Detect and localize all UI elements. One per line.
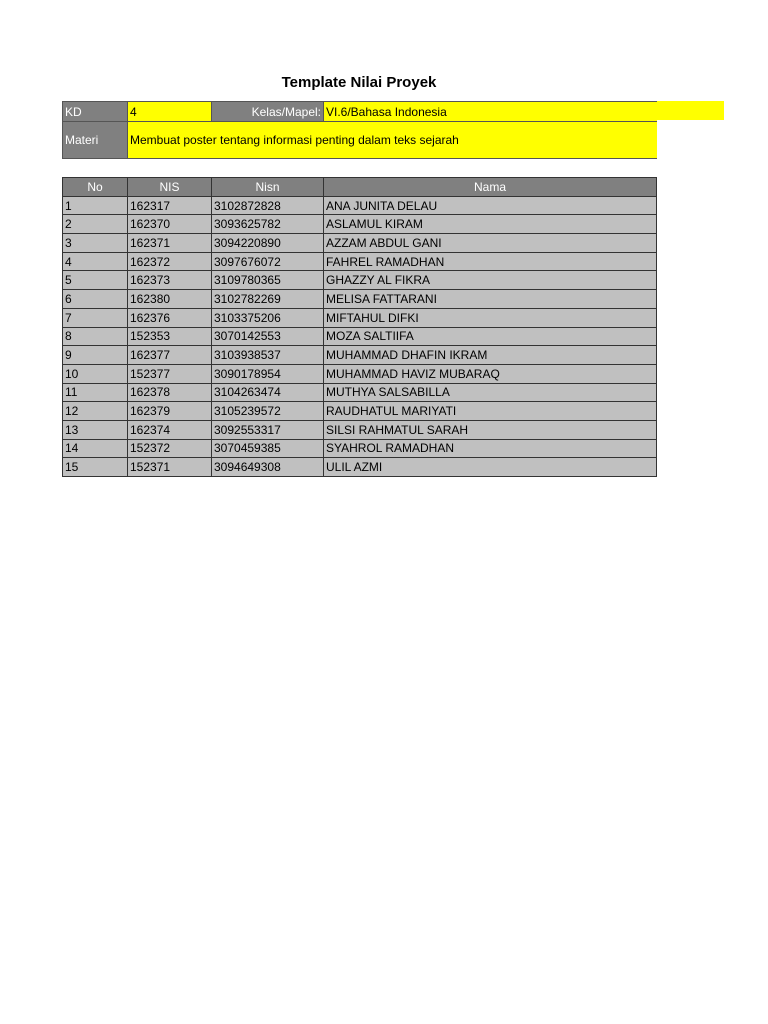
kelas-label: Kelas/Mapel: [212,102,324,122]
cell-nisn[interactable]: 3102782269 [212,290,324,309]
cell-nama[interactable]: RAUDHATUL MARIYATI [324,402,657,421]
header-nisn: Nisn [212,178,324,197]
cell-no[interactable]: 1 [63,196,128,215]
cell-no[interactable]: 14 [63,439,128,458]
info-table [62,101,657,159]
table-row [63,215,657,234]
cell-nama[interactable]: SILSI RAHMATUL SARAH [324,420,657,439]
cell-no[interactable]: 5 [63,271,128,290]
table-row [63,346,657,365]
cell-nama[interactable]: SYAHROL RAMADHAN [324,439,657,458]
cell-no[interactable]: 7 [63,308,128,327]
kd-label: KD [63,102,128,122]
header-nama: Nama [324,178,657,197]
cell-nisn[interactable]: 3102872828 [212,196,324,215]
cell-nis[interactable]: 162377 [128,346,212,365]
table-row [63,234,657,253]
cell-nis[interactable]: 162374 [128,420,212,439]
cell-no[interactable]: 12 [63,402,128,421]
cell-no[interactable]: 11 [63,383,128,402]
cell-nisn[interactable]: 3104263474 [212,383,324,402]
cell-nisn[interactable]: 3090178954 [212,364,324,383]
cell-nama[interactable]: MOZA SALTIIFA [324,327,657,346]
cell-nama[interactable]: AZZAM ABDUL GANI [324,234,657,253]
cell-nis[interactable]: 162371 [128,234,212,253]
cell-no[interactable]: 13 [63,420,128,439]
cell-nisn[interactable]: 3092553317 [212,420,324,439]
table-row [63,271,657,290]
table-row [63,364,657,383]
highlight-cell [655,101,724,120]
table-row [63,383,657,402]
cell-nisn[interactable]: 3097676072 [212,252,324,271]
cell-nis[interactable]: 162370 [128,215,212,234]
cell-nama[interactable]: MELISA FATTARANI [324,290,657,309]
cell-nisn[interactable]: 3070142553 [212,327,324,346]
table-row [63,290,657,309]
table-header-row [63,178,657,197]
cell-nama[interactable]: ANA JUNITA DELAU [324,196,657,215]
cell-nis[interactable]: 152372 [128,439,212,458]
cell-no[interactable]: 15 [63,458,128,477]
table-row [63,402,657,421]
cell-no[interactable]: 4 [63,252,128,271]
kelas-value[interactable]: VI.6/Bahasa Indonesia [324,102,657,122]
cell-no[interactable]: 9 [63,346,128,365]
header-nis: NIS [128,178,212,197]
cell-nis[interactable]: 162376 [128,308,212,327]
cell-nama[interactable]: MUHAMMAD HAVIZ MUBARAQ [324,364,657,383]
cell-nama[interactable]: ASLAMUL KIRAM [324,215,657,234]
cell-nisn[interactable]: 3094220890 [212,234,324,253]
cell-no[interactable]: 3 [63,234,128,253]
cell-nisn[interactable]: 3103375206 [212,308,324,327]
cell-nama[interactable]: MIFTAHUL DIFKI [324,308,657,327]
header-no: No [63,178,128,197]
cell-nama[interactable]: MUHAMMAD DHAFIN IKRAM [324,346,657,365]
cell-no[interactable]: 2 [63,215,128,234]
materi-label: Materi [63,122,128,159]
cell-nama[interactable]: FAHREL RAMADHAN [324,252,657,271]
cell-no[interactable]: 8 [63,327,128,346]
table-row [63,308,657,327]
table-row [63,439,657,458]
cell-nisn[interactable]: 3103938537 [212,346,324,365]
cell-nis[interactable]: 162378 [128,383,212,402]
cell-no[interactable]: 10 [63,364,128,383]
cell-nisn[interactable]: 3070459385 [212,439,324,458]
cell-nis[interactable]: 152377 [128,364,212,383]
page-title: Template Nilai Proyek [281,74,437,91]
cell-nisn[interactable]: 3094649308 [212,458,324,477]
cell-no[interactable]: 6 [63,290,128,309]
cell-nama[interactable]: MUTHYA SALSABILLA [324,383,657,402]
table-row [63,196,657,215]
cell-nis[interactable]: 162379 [128,402,212,421]
cell-nis[interactable]: 162372 [128,252,212,271]
student-table [62,177,657,477]
cell-nis[interactable]: 162317 [128,196,212,215]
cell-nisn[interactable]: 3093625782 [212,215,324,234]
table-row [63,327,657,346]
cell-nis[interactable]: 152353 [128,327,212,346]
cell-nis[interactable]: 162373 [128,271,212,290]
cell-nama[interactable]: ULIL AZMI [324,458,657,477]
kd-value[interactable]: 4 [128,102,212,122]
table-row [63,252,657,271]
cell-nisn[interactable]: 3105239572 [212,402,324,421]
materi-value[interactable]: Membuat poster tentang informasi penting dalam teks sejarah [128,122,657,159]
cell-nis[interactable]: 162380 [128,290,212,309]
cell-nisn[interactable]: 3109780365 [212,271,324,290]
cell-nama[interactable]: GHAZZY AL FIKRA [324,271,657,290]
cell-nis[interactable]: 152371 [128,458,212,477]
table-row [63,458,657,477]
table-row [63,420,657,439]
